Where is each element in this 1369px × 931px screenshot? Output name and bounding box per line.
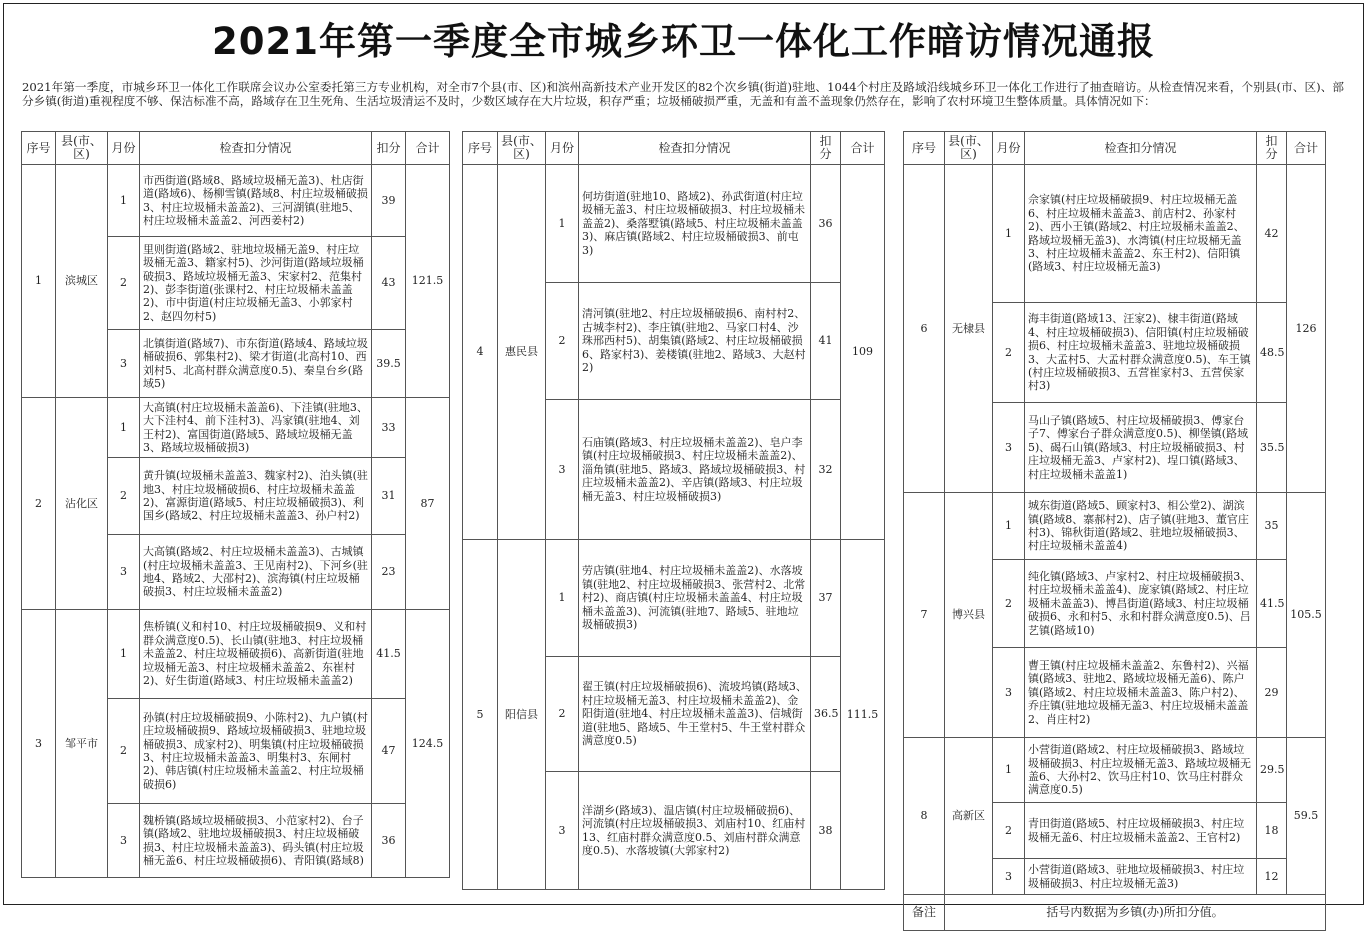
deduct-cell: 36 bbox=[811, 165, 841, 283]
detail-cell: 翟王镇(村庄垃圾桶破损6)、流坡坞镇(路域3、村庄垃圾桶无盖3、村庄垃圾桶未盖盖2)、金阳街道(驻地4、村庄垃圾桶未盖盖3)、信城街道(驻地5、路域5、牛王堂村5、牛王堂村群众满意度0.5) bbox=[579, 657, 811, 772]
deduct-cell: 31 bbox=[372, 458, 406, 535]
header-deduct: 扣分 bbox=[1257, 132, 1287, 165]
month-cell: 3 bbox=[108, 804, 140, 878]
table-row bbox=[904, 738, 1326, 803]
deduct-cell: 39.5 bbox=[372, 330, 406, 398]
total-cell: 111.5 bbox=[841, 540, 885, 890]
deduct-cell: 41.5 bbox=[1257, 560, 1287, 648]
results-table-2 bbox=[462, 131, 885, 890]
county-cell: 惠民县 bbox=[498, 165, 546, 540]
deduct-cell: 18 bbox=[1257, 803, 1287, 859]
header-total: 合计 bbox=[406, 132, 450, 165]
county-cell: 阳信县 bbox=[498, 540, 546, 890]
deduct-cell: 35.5 bbox=[1257, 403, 1287, 493]
header-seq: 序号 bbox=[463, 132, 498, 165]
total-cell: 109 bbox=[841, 165, 885, 540]
detail-cell: 青田街道(路域5、村庄垃圾桶破损3、村庄垃圾桶无盖6、村庄垃圾桶未盖盖2、王官村2) bbox=[1025, 803, 1257, 859]
month-cell: 1 bbox=[546, 165, 579, 283]
county-cell: 沾化区 bbox=[56, 398, 108, 610]
detail-cell: 劳店镇(驻地4、村庄垃圾桶未盖盖2)、水落坡镇(驻地2、村庄垃圾桶破损3、张营村2、北常村2)、商店镇(村庄垃圾桶未盖盖4、村庄垃圾桶未盖盖3)、河流镇(驻地7、路域5、驻地垃圾桶破损3) bbox=[579, 540, 811, 657]
county-cell: 高新区 bbox=[945, 738, 993, 895]
detail-cell: 小营街道(路域3、驻地垃圾桶破损3、村庄垃圾桶破损3、村庄垃圾桶无盖3) bbox=[1025, 859, 1257, 895]
header-month: 月份 bbox=[108, 132, 140, 165]
detail-cell: 清河镇(驻地2、村庄垃圾桶破损6、南村村2、古城李村2)、李庄镇(驻地2、马家口村4、沙珠邢西村5)、胡集镇(路域2、村庄垃圾桶破损6、路家村3)、姜楼镇(驻地2、路域3、大赵村2) bbox=[579, 283, 811, 400]
deduct-cell: 29.5 bbox=[1257, 738, 1287, 803]
header-total: 合计 bbox=[1287, 132, 1326, 165]
month-cell: 2 bbox=[108, 458, 140, 535]
seq-cell: 4 bbox=[463, 165, 498, 540]
month-cell: 3 bbox=[993, 648, 1025, 738]
detail-cell: 小营街道(路域2、村庄垃圾桶破损3、路域垃圾桶破损3、村庄垃圾桶无盖3、路域垃圾桶无盖6、大孙村2、饮马庄村10、饮马庄村群众满意度0.5) bbox=[1025, 738, 1257, 803]
month-cell: 1 bbox=[993, 738, 1025, 803]
table-row bbox=[463, 540, 885, 657]
detail-cell: 佘家镇(村庄垃圾桶破损9、村庄垃圾桶无盖6、村庄垃圾桶未盖盖3、前店村2、孙家村2)、西小王镇(路域2、村庄垃圾桶未盖盖2、路域垃圾桶无盖3)、水湾镇(村庄垃圾桶无盖3、村庄垃圾桶未盖盖2、东王村2)、信阳镇(路域3、村庄垃圾桶无盖3) bbox=[1025, 165, 1257, 303]
seq-cell: 8 bbox=[904, 738, 945, 895]
seq-cell: 2 bbox=[22, 398, 56, 610]
month-cell: 1 bbox=[108, 165, 140, 237]
deduct-cell: 38 bbox=[811, 772, 841, 890]
table-row bbox=[22, 610, 450, 699]
month-cell: 1 bbox=[108, 398, 140, 458]
detail-cell: 魏桥镇(路域垃圾桶破损3、小范家村2)、台子镇(路域2、驻地垃圾桶破损3、村庄垃圾桶破损3、村庄垃圾桶未盖盖3)、码头镇(村庄垃圾桶无盖6、村庄垃圾桶破损6)、青阳镇(路域8) bbox=[140, 804, 372, 878]
deduct-cell: 42 bbox=[1257, 165, 1287, 303]
deduct-cell: 41 bbox=[811, 283, 841, 400]
month-cell: 2 bbox=[546, 657, 579, 772]
seq-cell: 7 bbox=[904, 493, 945, 738]
deduct-cell: 36.5 bbox=[811, 657, 841, 772]
month-cell: 1 bbox=[993, 493, 1025, 560]
detail-cell: 大高镇(村庄垃圾桶未盖盖6)、下洼镇(驻地3、大下洼村4、前下洼村3)、冯家镇(驻地4、刘王村2)、富国街道(路域5、路域垃圾桶无盖3、路域垃圾桶破损3) bbox=[140, 398, 372, 458]
county-cell: 滨城区 bbox=[56, 165, 108, 398]
detail-cell: 黄升镇(垃圾桶未盖盖3、魏家村2)、泊头镇(驻地3、村庄垃圾桶破损6、村庄垃圾桶未盖盖2)、富源街道(路域5、村庄垃圾桶破损3)、利国乡(路域2、村庄垃圾桶未盖盖3、孙户村2) bbox=[140, 458, 372, 535]
header-month: 月份 bbox=[993, 132, 1025, 165]
deduct-cell: 33 bbox=[372, 398, 406, 458]
detail-cell: 纯化镇(路域3、卢家村2、村庄垃圾桶破损3、村庄垃圾桶未盖盖4)、庞家镇(路域2、村庄垃圾桶未盖盖3)、博昌街道(路域3、村庄垃圾桶破损6、永和村5、永和村群众满意度0.5)、吕艺镇(路域10) bbox=[1025, 560, 1257, 648]
total-cell: 59.5 bbox=[1287, 738, 1326, 895]
detail-cell: 大高镇(路域2、村庄垃圾桶未盖盖3)、古城镇(村庄垃圾桶未盖盖3、王见南村2)、下河乡(驻地4、路域2、大邵村2)、滨海镇(村庄垃圾桶破损3、村庄垃圾桶未盖盖2) bbox=[140, 535, 372, 610]
header-detail: 检查扣分情况 bbox=[140, 132, 372, 165]
detail-cell: 何坊街道(驻地10、路域2)、孙武街道(村庄垃圾桶无盖3、村庄垃圾桶破损3、村庄垃圾桶未盖盖2)、桑落墅镇(路域5、村庄垃圾桶未盖盖3)、麻店镇(路域2、村庄垃圾桶破损3、前屯3) bbox=[579, 165, 811, 283]
deduct-cell: 47 bbox=[372, 699, 406, 804]
deduct-cell: 12 bbox=[1257, 859, 1287, 895]
page-title: 2021年第一季度全市城乡环卫一体化工作暗访情况通报 bbox=[212, 20, 1155, 63]
deduct-cell: 48.5 bbox=[1257, 303, 1287, 403]
seq-cell: 5 bbox=[463, 540, 498, 890]
deduct-cell: 35 bbox=[1257, 493, 1287, 560]
total-cell: 121.5 bbox=[406, 165, 450, 398]
header-deduct: 扣分 bbox=[811, 132, 841, 165]
seq-cell: 3 bbox=[22, 610, 56, 878]
results-table-1 bbox=[21, 131, 450, 878]
deduct-cell: 37 bbox=[811, 540, 841, 657]
deduct-cell: 43 bbox=[372, 237, 406, 330]
deduct-cell: 32 bbox=[811, 400, 841, 540]
seq-cell: 6 bbox=[904, 165, 945, 493]
table-row bbox=[22, 398, 450, 458]
detail-cell: 洋湖乡(路域3)、温店镇(村庄垃圾桶破损6)、河流镇(村庄垃圾桶破损3、刘庙村10、红庙村13、红庙村群众满意度0.5、刘庙村群众满意度0.5)、水落坡镇(大郭家村2) bbox=[579, 772, 811, 890]
deduct-cell: 41.5 bbox=[372, 610, 406, 699]
county-cell: 邹平市 bbox=[56, 610, 108, 878]
deduct-cell: 36 bbox=[372, 804, 406, 878]
header-month: 月份 bbox=[546, 132, 579, 165]
month-cell: 2 bbox=[993, 303, 1025, 403]
total-cell: 105.5 bbox=[1287, 493, 1326, 738]
month-cell: 3 bbox=[546, 772, 579, 890]
detail-cell: 海丰街道(路域13、汪家2)、棣丰街道(路域4、村庄垃圾桶破损3)、信阳镇(村庄垃圾桶破损6、村庄垃圾桶未盖盖3、驻地垃圾桶破损3、大孟村5、大孟村群众满意度0.5)、车王镇(村庄垃圾桶破损3、五营崔家村3、五营侯家村3) bbox=[1025, 303, 1257, 403]
detail-cell: 焦桥镇(义和村10、村庄垃圾桶破损9、义和村群众满意度0.5)、长山镇(驻地3、村庄垃圾桶未盖盖2、村庄垃圾桶破损6)、高新街道(驻地垃圾桶无盖3、村庄垃圾桶未盖盖2、东崔村2)、好生街道(路域3、村庄垃圾桶未盖盖2) bbox=[140, 610, 372, 699]
header-detail: 检查扣分情况 bbox=[1025, 132, 1257, 165]
header-detail: 检查扣分情况 bbox=[579, 132, 811, 165]
detail-cell: 石庙镇(路域3、村庄垃圾桶未盖盖2)、皂户李镇(村庄垃圾桶破损3、村庄垃圾桶未盖盖2)、淄角镇(驻地5、路域3、路域垃圾桶破损3、村庄垃圾桶未盖盖2)、辛店镇(路域3、村庄垃圾桶无盖3、村庄垃圾桶破损3) bbox=[579, 400, 811, 540]
month-cell: 2 bbox=[993, 560, 1025, 648]
table-row bbox=[22, 165, 450, 237]
month-cell: 2 bbox=[108, 237, 140, 330]
detail-cell: 里则街道(路域2、驻地垃圾桶无盖9、村庄垃圾桶无盖3、籍家村5)、沙河街道(路域垃圾桶破损3、路域垃圾桶无盖3、宋家村2、范集村2)、彭李街道(张课村2、村庄垃圾桶未盖盖2)、市中街道(村庄垃圾桶无盖3、小郭家村2、赵四勿村5) bbox=[140, 237, 372, 330]
intro-paragraph: 2021年第一季度，市城乡环卫一体化工作联席会议办公室委托第三方专业机构，对全市7个县(市、区)和滨州高新技术产业开发区的82个次乡镇(街道)驻地、1044个村庄及路域沿线城乡环卫一体化工作进行了抽查暗访。从检查情况来看，个别县(市、区)、部分乡镇(街道)重视程度不够、保洁标准不高，路域存在卫生死角、生活垃圾清运不及时，少数区域存在大片垃圾，积存严重；垃圾桶破损严重，无盖和有盖不盖现象仍然存在，影响了农村环境卫生整体质量。具体情况如下： bbox=[22, 80, 1344, 108]
month-cell: 3 bbox=[108, 330, 140, 398]
table-row bbox=[904, 493, 1326, 560]
header-seq: 序号 bbox=[22, 132, 56, 165]
deduct-cell: 23 bbox=[372, 535, 406, 610]
county-cell: 博兴县 bbox=[945, 493, 993, 738]
total-cell: 126 bbox=[1287, 165, 1326, 493]
note-label: 备注 bbox=[904, 895, 945, 931]
header-county: 县(市、区) bbox=[498, 132, 546, 165]
detail-cell: 马山子镇(路域5、村庄垃圾桶破损3、傅家台子7、傅家台子群众满意度0.5)、柳堡镇(路域5)、碣石山镇(路域3、村庄垃圾桶破损3、村庄垃圾桶无盖3、卢家村2)、埕口镇(路域3、村庄垃圾桶未盖盖1) bbox=[1025, 403, 1257, 493]
note-text: 括号内数据为乡镇(办)所扣分值。 bbox=[945, 895, 1326, 931]
detail-cell: 城东街道(路域5、顾家村3、相公堂2)、湖滨镇(路域8、寨郝村2)、店子镇(驻地3、董官庄村3)、锦秋街道(路域2、驻地垃圾桶破损3、村庄垃圾桶未盖盖4) bbox=[1025, 493, 1257, 560]
header-county: 县(市、区) bbox=[56, 132, 108, 165]
results-table-3 bbox=[903, 131, 1326, 931]
month-cell: 2 bbox=[108, 699, 140, 804]
table-row bbox=[904, 165, 1326, 303]
month-cell: 1 bbox=[993, 165, 1025, 303]
detail-cell: 孙镇(村庄垃圾桶破损9、小陈村2)、九户镇(村庄垃圾桶破损9、路域垃圾桶破损3、驻地垃圾桶破损3、成家村2)、明集镇(村庄垃圾桶破损3、村庄垃圾桶未盖盖3、明集村3、东闸村2)、韩店镇(村庄垃圾桶未盖盖2、村庄垃圾桶破损6) bbox=[140, 699, 372, 804]
note-row bbox=[904, 895, 1326, 931]
county-cell: 无棣县 bbox=[945, 165, 993, 493]
month-cell: 3 bbox=[993, 403, 1025, 493]
month-cell: 2 bbox=[993, 803, 1025, 859]
table-row bbox=[463, 165, 885, 283]
detail-cell: 北镇街道(路域7)、市东街道(路域4、路域垃圾桶破损6、郭集村2)、梁才街道(北高村10、西刘村5、北高村群众满意度0.5)、秦皇台乡(路域5) bbox=[140, 330, 372, 398]
month-cell: 2 bbox=[546, 283, 579, 400]
total-cell: 87 bbox=[406, 398, 450, 610]
seq-cell: 1 bbox=[22, 165, 56, 398]
header-total: 合计 bbox=[841, 132, 885, 165]
detail-cell: 市西街道(路域8、路域垃圾桶无盖3)、杜店街道(路域6)、杨柳雪镇(路域8、村庄垃圾桶破损3、村庄垃圾桶未盖盖2)、三河湖镇(驻地5、村庄垃圾桶未盖盖2、河西姜村2) bbox=[140, 165, 372, 237]
deduct-cell: 39 bbox=[372, 165, 406, 237]
header-deduct: 扣分 bbox=[372, 132, 406, 165]
header-county: 县(市、区) bbox=[945, 132, 993, 165]
month-cell: 3 bbox=[546, 400, 579, 540]
detail-cell: 曹王镇(村庄垃圾桶未盖盖2、东鲁村2)、兴福镇(路域3、驻地2、路域垃圾桶无盖6)、陈户镇(路域2、村庄垃圾桶未盖盖3、陈户村2)、乔庄镇(驻地垃圾桶无盖3、村庄垃圾桶未盖盖2、肖庄村2) bbox=[1025, 648, 1257, 738]
deduct-cell: 29 bbox=[1257, 648, 1287, 738]
total-cell: 124.5 bbox=[406, 610, 450, 878]
month-cell: 3 bbox=[993, 859, 1025, 895]
month-cell: 3 bbox=[108, 535, 140, 610]
header-seq: 序号 bbox=[904, 132, 945, 165]
month-cell: 1 bbox=[108, 610, 140, 699]
month-cell: 1 bbox=[546, 540, 579, 657]
bulletin-page bbox=[3, 3, 1364, 919]
